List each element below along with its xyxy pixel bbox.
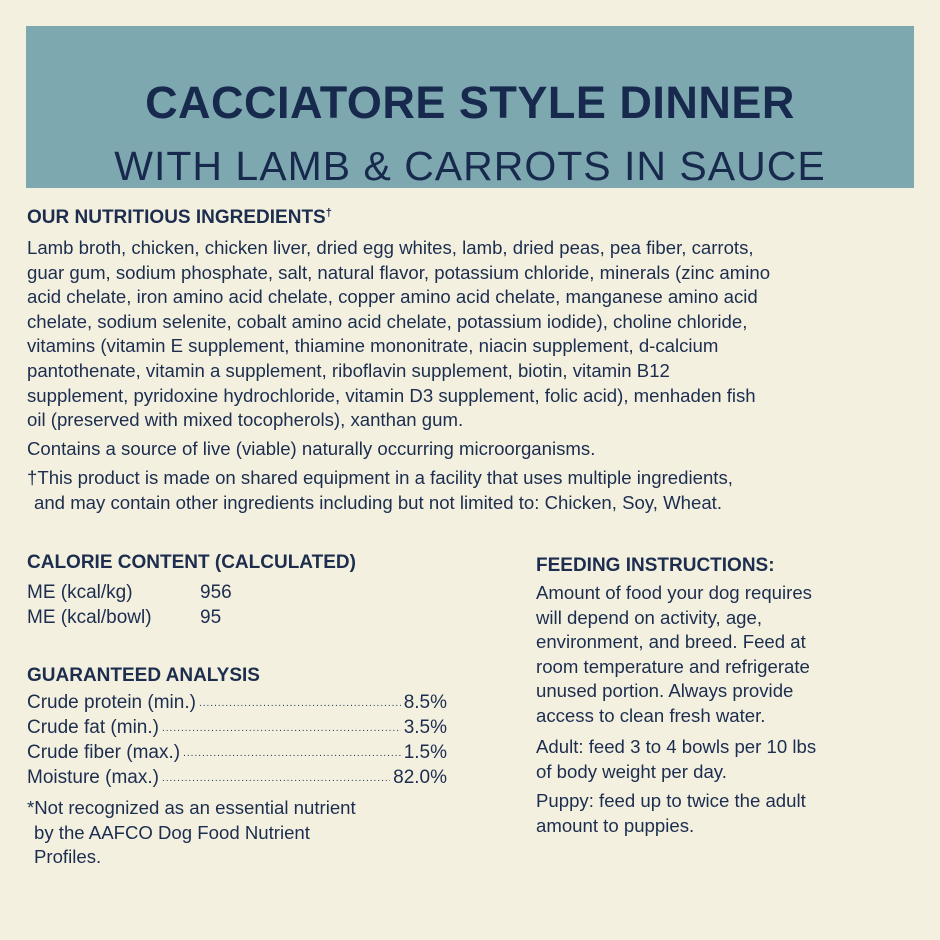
- ingredients-line: oil (preserved with mixed tocopherols), xanthan gum.: [27, 409, 464, 431]
- ingredients-line: vitamins (vitamin E supplement, thiamine mononitrate, niacin supplement, d-calcium: [27, 335, 719, 357]
- analysis-label: Crude fiber (max.): [27, 742, 181, 763]
- feeding-puppy: [536, 789, 806, 838]
- analysis-label: Crude fat (min.): [27, 717, 159, 738]
- analysis-label: Moisture (max.): [27, 767, 159, 788]
- title-banner: [26, 26, 914, 188]
- feeding-line: amount to puppies.: [536, 814, 695, 836]
- feeding-line: Puppy: feed up to twice the adult: [536, 790, 806, 811]
- ingredients-line: chelate, sodium selenite, cobalt amino acid chelate, potassium iodide), choline chloride,: [27, 310, 748, 332]
- dot-leader: [183, 749, 401, 759]
- feeding-line: Amount of food your dog requires: [536, 582, 812, 603]
- feeding-line: unused portion. Always provide: [536, 680, 794, 702]
- calorie-heading: CALORIE CONTENT (CALCULATED): [27, 552, 356, 573]
- analysis-row: [27, 740, 447, 765]
- analysis-label: Crude protein (min.): [27, 692, 196, 713]
- ingredients-heading: [27, 208, 332, 227]
- analysis-row: [27, 715, 447, 740]
- feeding-line: of body weight per day.: [536, 760, 727, 782]
- calorie-table: [27, 580, 232, 630]
- shared-equipment-disclaimer: [27, 466, 733, 515]
- analysis-value: 8.5%: [403, 692, 447, 713]
- feeding-heading: FEEDING INSTRUCTIONS:: [536, 555, 775, 576]
- analysis-value: 1.5%: [403, 742, 447, 763]
- feeding-line: environment, and breed. Feed at: [536, 631, 806, 653]
- calorie-value: 95: [200, 607, 222, 628]
- disclaimer-line: †This product is made on shared equipment in a facility that uses multiple ingredients,: [27, 467, 733, 488]
- analysis-row: [27, 765, 447, 790]
- feeding-line: access to clean fresh water.: [536, 704, 766, 726]
- analysis-value: 3.5%: [403, 717, 447, 738]
- calorie-row: [27, 605, 232, 630]
- product-title: CACCIATORE STYLE DINNER: [145, 77, 795, 128]
- calorie-label: ME (kcal/bowl): [27, 607, 152, 628]
- calorie-row: [27, 580, 232, 605]
- product-subtitle: WITH LAMB & CARROTS IN SAUCE: [114, 143, 826, 189]
- dot-leader: [162, 724, 401, 734]
- ingredients-line: guar gum, sodium phosphate, salt, natural flavor, potassium chloride, minerals (zinc amino: [27, 261, 771, 283]
- ingredients-line: acid chelate, iron amino acid chelate, copper amino acid chelate, manganese amino acid: [27, 286, 758, 308]
- disclaimer-line: and may contain other ingredients including but not limited to: Chicken, Soy, Wheat.: [34, 491, 723, 513]
- footnote-line: *Not recognized as an essential nutrient: [27, 797, 356, 818]
- feeding-line: will depend on activity, age,: [536, 606, 763, 628]
- analysis-value: 82.0%: [393, 767, 447, 788]
- footnote-line: by the AAFCO Dog Food Nutrient: [34, 821, 310, 843]
- analysis-footnote: [27, 796, 356, 870]
- dot-leader: [199, 699, 401, 709]
- ingredients-list: [27, 236, 770, 433]
- ingredients-heading-mark: †: [325, 207, 332, 219]
- ingredients-line: supplement, pyridoxine hydrochloride, vitamin D3 supplement, folic acid), menhaden fish: [27, 384, 756, 406]
- ingredients-line: Lamb broth, chicken, chicken liver, dried egg whites, lamb, dried peas, pea fiber, carrots,: [27, 237, 754, 258]
- feeding-line: room temperature and refrigerate: [536, 655, 810, 677]
- analysis-row: [27, 690, 447, 715]
- calorie-value: 956: [200, 582, 232, 603]
- feeding-adult: [536, 735, 816, 784]
- dot-leader: [162, 774, 390, 784]
- feeding-paragraph: [536, 581, 812, 729]
- microorganisms-note: Contains a source of live (viable) naturally occurring microorganisms.: [27, 438, 596, 459]
- feeding-line: Adult: feed 3 to 4 bowls per 10 lbs: [536, 736, 817, 757]
- footnote-line: Profiles.: [34, 846, 102, 868]
- analysis-heading: GUARANTEED ANALYSIS: [27, 665, 260, 686]
- ingredients-line: pantothenate, vitamin a supplement, riboflavin supplement, biotin, vitamin B12: [27, 359, 670, 381]
- ingredients-heading-text: OUR NUTRITIOUS INGREDIENTS: [27, 207, 326, 228]
- calorie-label: ME (kcal/kg): [27, 582, 133, 603]
- analysis-table: [27, 690, 447, 790]
